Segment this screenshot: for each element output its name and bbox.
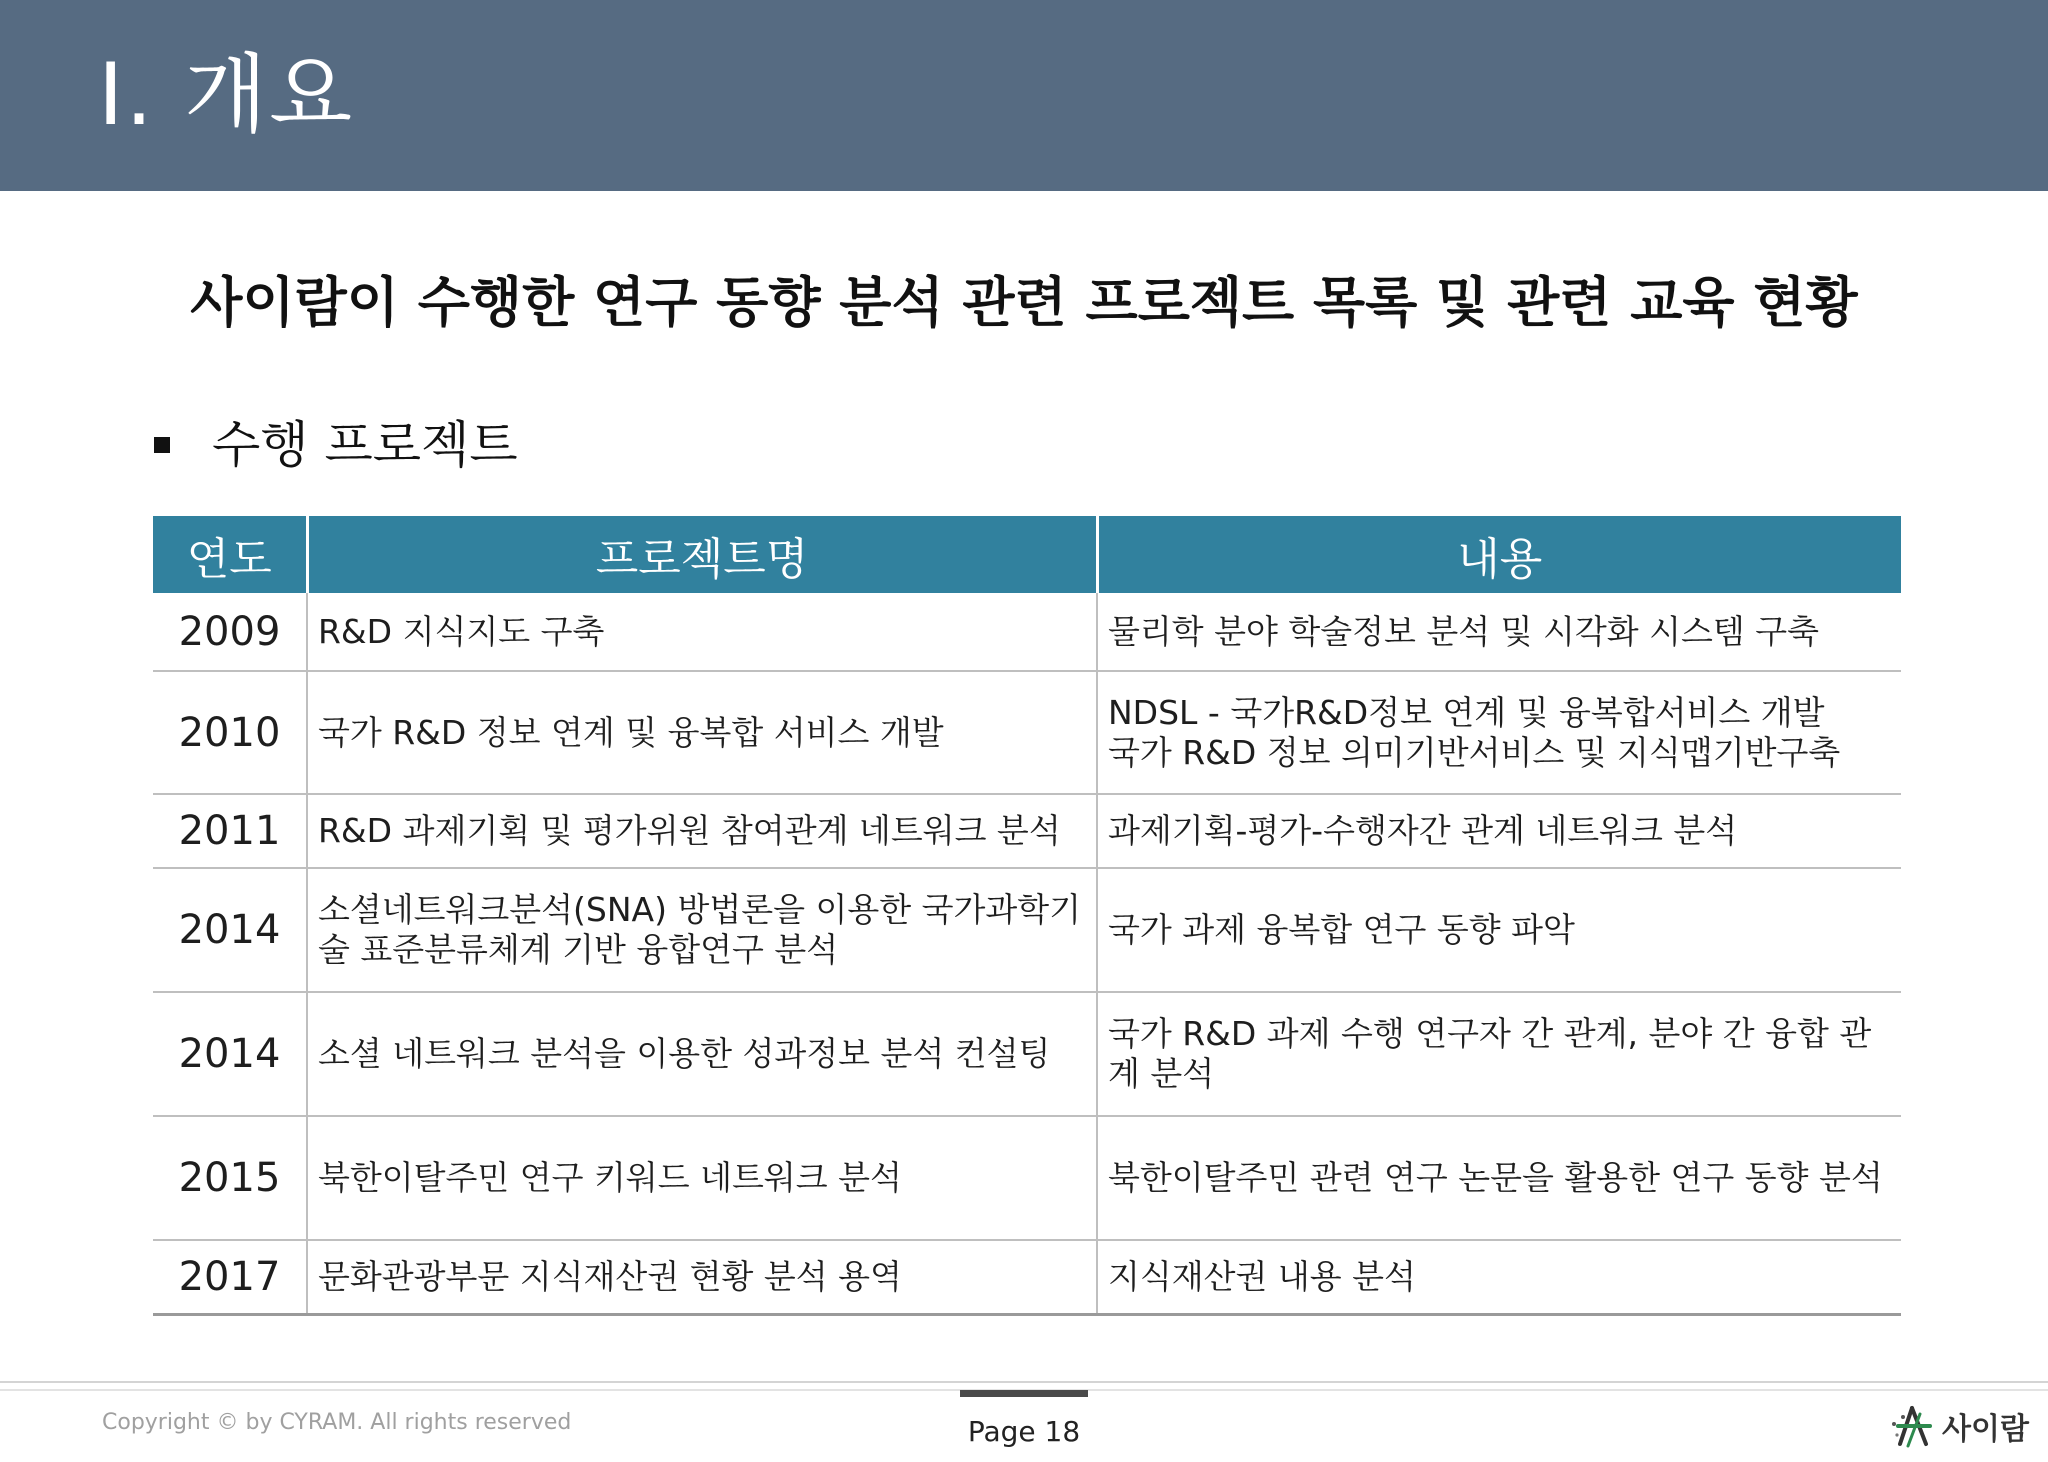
project-cell: 문화관광부문 지식재산권 현황 분석 용역 — [307, 1240, 1097, 1314]
year-cell: 2010 — [153, 671, 307, 794]
content-line: 국가 R&D 과제 수행 연구자 간 관계, 분야 간 융합 관계 분석 — [1108, 1014, 1872, 1093]
year-cell: 2017 — [153, 1240, 307, 1314]
content-line: 과제기획-평가-수행자간 관계 네트워크 분석 — [1108, 811, 1738, 850]
column-header-year: 연도 — [153, 516, 307, 593]
table-row — [153, 992, 1901, 1116]
content-line: 북한이탈주민 관련 연구 논문을 활용한 연구 동향 분석 — [1108, 1158, 1883, 1197]
copyright-text: Copyright © by CYRAM. All rights reserved — [102, 1410, 572, 1435]
page-heading: 사이람이 수행한 연구 동향 분석 관련 프로젝트 목록 및 관련 교육 현황 — [190, 271, 1858, 334]
year-cell: 2015 — [153, 1116, 307, 1240]
content-line: 물리학 분야 학술정보 분석 및 시각화 시스템 구축 — [1108, 611, 1819, 651]
content-cell — [1097, 868, 1901, 992]
year-cell: 2014 — [153, 992, 307, 1116]
content-line: 국가 R&D 정보 의미기반서비스 및 지식맵기반구축 — [1108, 732, 1841, 772]
header-bar — [0, 0, 2048, 191]
project-cell: R&D 지식지도 구축 — [307, 593, 1097, 671]
table-row — [153, 593, 1901, 671]
section-title: 수행 프로젝트 — [212, 416, 518, 474]
content-cell — [1097, 1116, 1901, 1240]
table-row — [153, 868, 1901, 992]
content-cell — [1097, 593, 1901, 671]
project-cell: 국가 R&D 정보 연계 및 융복합 서비스 개발 — [307, 671, 1097, 794]
content-cell — [1097, 671, 1901, 794]
project-table — [153, 516, 1901, 1316]
content-line: NDSL - 국가R&D정보 연계 및 융복합서비스 개발 — [1108, 692, 1825, 732]
content-cell — [1097, 794, 1901, 868]
content-line: 국가 과제 융복합 연구 동향 파악 — [1108, 910, 1575, 949]
year-cell: 2009 — [153, 593, 307, 671]
table-row — [153, 1116, 1901, 1240]
footer-divider — [0, 1381, 2048, 1383]
column-header-project: 프로젝트명 — [307, 516, 1097, 593]
column-header-content: 내용 — [1097, 516, 1901, 593]
project-cell: 북한이탈주민 연구 키워드 네트워크 분석 — [307, 1116, 1097, 1240]
content-cell — [1097, 1240, 1901, 1314]
content-line: 지식재산권 내용 분석 — [1108, 1256, 1416, 1296]
table-row — [153, 1240, 1901, 1314]
project-cell: 소셜 네트워크 분석을 이용한 성과정보 분석 컨설팅 — [307, 992, 1097, 1116]
table-header-row — [153, 516, 1901, 593]
page-number: Page 18 — [967, 1415, 1081, 1448]
cyram-logo-icon — [1888, 1402, 1938, 1450]
project-cell: 소셜네트워크분석(SNA) 방법론을 이용한 국가과학기술 표준분류체계 기반 융합연구 분석 — [307, 868, 1097, 992]
year-cell: 2014 — [153, 868, 307, 992]
logo-text: 사이람 — [1942, 1412, 2029, 1447]
company-logo — [1888, 1402, 2029, 1450]
table-row — [153, 671, 1901, 794]
project-cell: R&D 과제기획 및 평가위원 참여관계 네트워크 분석 — [307, 794, 1097, 868]
bullet-square-icon — [154, 437, 170, 453]
header-title: Ⅰ. 개요 — [98, 45, 355, 145]
page-marker — [960, 1390, 1088, 1397]
table-row — [153, 794, 1901, 868]
year-cell: 2011 — [153, 794, 307, 868]
content-cell — [1097, 992, 1901, 1116]
